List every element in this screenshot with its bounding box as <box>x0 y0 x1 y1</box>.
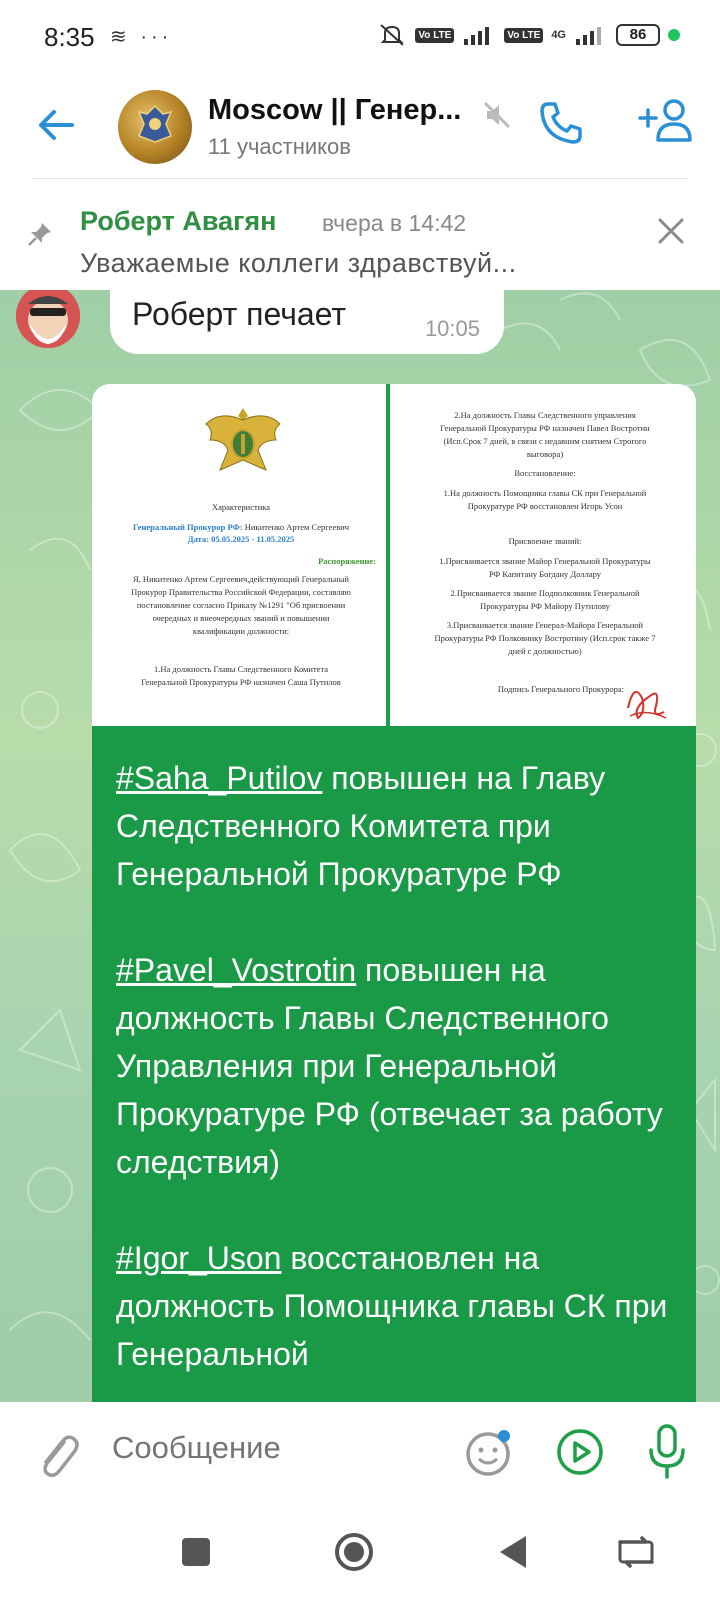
signature-icon <box>620 678 670 724</box>
hashtag-pavel-vostrotin[interactable]: #Pavel_Vostrotin <box>116 952 357 988</box>
muted-icon <box>482 100 512 130</box>
doc-prosecutor-label: Генеральный Прокурор РФ: <box>132 522 243 532</box>
doc-rank-3c: дней с должностью) <box>508 646 582 656</box>
doc-item-2d: выговора) <box>526 449 564 459</box>
pinned-time: вчера в 14:42 <box>322 210 467 236</box>
message-text <box>116 754 676 1402</box>
battery-indicator: 86 <box>616 24 660 46</box>
doc-restore-1a: 1.На должность Помощника главы СК при Генеральной <box>443 488 647 498</box>
system-nav-bar <box>0 1506 720 1600</box>
doc-prosecutor-line <box>92 522 390 533</box>
message-paragraph-3-text: восстановлен на должность Помощника главы СК при Генеральной <box>116 1240 668 1372</box>
doc-body-2: Прокурор Правительства Российской Федерации, составляю <box>131 587 351 597</box>
signal-icon-2 <box>574 23 608 47</box>
add-member-icon[interactable] <box>636 96 696 146</box>
document-page-left[interactable] <box>92 384 390 726</box>
doc-item-1a: 1.На должность Главы Следственного Комитета <box>153 664 329 674</box>
status-time: 8:35 <box>44 22 95 52</box>
doc-prosecutor-name: Никитенко Артем Сергеевич <box>244 522 350 532</box>
chat-area[interactable] <box>0 290 720 1402</box>
doc-rank-1a: 1.Присваивается звание Майор Генеральной Прокуратуры <box>439 556 651 566</box>
rotate-screen-icon[interactable] <box>612 1528 660 1576</box>
signal-icon <box>462 23 496 47</box>
doc-item-2b: Генеральной Прокуратуры РФ назначен Павел Востротин <box>440 423 650 433</box>
message-paragraph-2 <box>116 946 676 1186</box>
doc-ranks-title: Присвоение званий: <box>508 536 582 546</box>
chat-header <box>0 78 720 182</box>
message-paragraph-1-text: повышен на Главу Следственного Комитета при Генеральной Прокуратуре РФ <box>116 760 606 892</box>
emoji-icon[interactable] <box>462 1426 514 1478</box>
doc-restore-1b: Прокуратуре РФ восстановлен Игорь Усон <box>467 501 623 511</box>
message-input[interactable] <box>112 1430 432 1466</box>
doc-body-4: очередных и внеочередных званий и повышении <box>152 613 330 623</box>
message-paragraph-3 <box>116 1234 676 1378</box>
status-right-icons <box>377 22 680 48</box>
volte-chip: Vo LTE <box>415 28 454 43</box>
video-message-icon[interactable] <box>554 1426 606 1478</box>
emblem-icon <box>136 104 174 144</box>
back-arrow-icon[interactable] <box>32 100 82 150</box>
message-paragraph-1 <box>116 754 676 898</box>
status-notification-icons: ≋ ··· <box>110 26 173 48</box>
back-nav-icon[interactable] <box>490 1528 538 1576</box>
doc-rank-3b: Прокуратуры РФ Полковнику Востротину (Исп.срок также 7 <box>434 633 656 643</box>
typing-message <box>110 290 504 354</box>
doc-rank-2b: Прокуратуры РФ Майору Путилову <box>480 601 610 611</box>
header-divider <box>32 178 688 179</box>
pin-icon <box>26 220 54 248</box>
home-icon[interactable] <box>330 1528 378 1576</box>
doc-rank-1b: РФ Капитану Богдану Доллару <box>488 569 602 579</box>
pinned-text: Уважаемые коллеги здравствуй... <box>80 248 517 278</box>
doc-body-3: постановление согласно Приказу №1291 "Об присвоении <box>136 600 346 610</box>
doc-body-5: квалификации должности: <box>192 626 290 636</box>
pinned-message-bar[interactable] <box>0 182 720 290</box>
pinned-author: Роберт Авагян <box>80 206 277 236</box>
network-type: 4G <box>551 29 566 41</box>
recent-apps-icon[interactable] <box>172 1528 220 1576</box>
document-preview[interactable] <box>92 384 696 726</box>
phone-call-icon[interactable] <box>536 98 586 148</box>
doc-rank-2a: 2.Присваивается звание Подполковник Генеральной <box>450 588 640 598</box>
document-page-right[interactable] <box>394 384 696 726</box>
close-icon[interactable] <box>656 216 686 246</box>
attach-icon[interactable] <box>34 1430 80 1482</box>
eagle-emblem-icon <box>200 400 286 484</box>
chat-title[interactable]: Moscow || Генер... <box>208 94 462 126</box>
hashtag-saha-putilov[interactable]: #Saha_Putilov <box>116 760 323 796</box>
volte-chip-2: Vo LTE <box>504 28 543 43</box>
typing-time: 10:05 <box>424 316 480 341</box>
message-input-bar <box>0 1402 720 1506</box>
active-dot-icon <box>668 29 680 41</box>
doc-sign-label: Подпись Генерального Прокурора: <box>497 684 624 694</box>
group-avatar[interactable] <box>118 90 192 164</box>
members-count: 11 участников <box>208 134 351 159</box>
doc-rank-3a: 3.Присваивается звание Генерал-Майора Генеральной <box>446 620 644 630</box>
doc-item-1b: Генеральной Прокуратуры РФ назначен Саша Путилов <box>141 677 341 687</box>
doc-order: Распоряжение: <box>318 556 376 566</box>
doc-restore-title: Восстановление: <box>514 468 576 478</box>
document-message[interactable] <box>92 384 696 1402</box>
silent-icon <box>377 22 407 48</box>
hashtag-igor-uson[interactable]: #Igor_Uson <box>116 1240 282 1276</box>
message-paragraph-2-text: повышен на должность Главы Следственного Управления при Генеральной Прокуратуре РФ (отвечает за работу следствия) <box>116 952 663 1180</box>
doc-dates: Дата: 05.05.2025 - 11.05.2025 <box>187 534 295 544</box>
typing-text: Роберт печает <box>132 296 347 332</box>
doc-item-2a: 2.На должность Главы Следственного управления <box>454 410 636 420</box>
doc-heading: Характеристика <box>211 502 271 512</box>
status-bar <box>0 0 720 78</box>
doc-body-1: Я, Никитенко Артем Сергеевич,действующий Генеральный <box>133 574 349 584</box>
microphone-icon[interactable] <box>644 1422 690 1482</box>
doc-item-2c: (Исп.Срок 7 дней, в связи с недавним снятием Строгого <box>443 436 647 446</box>
